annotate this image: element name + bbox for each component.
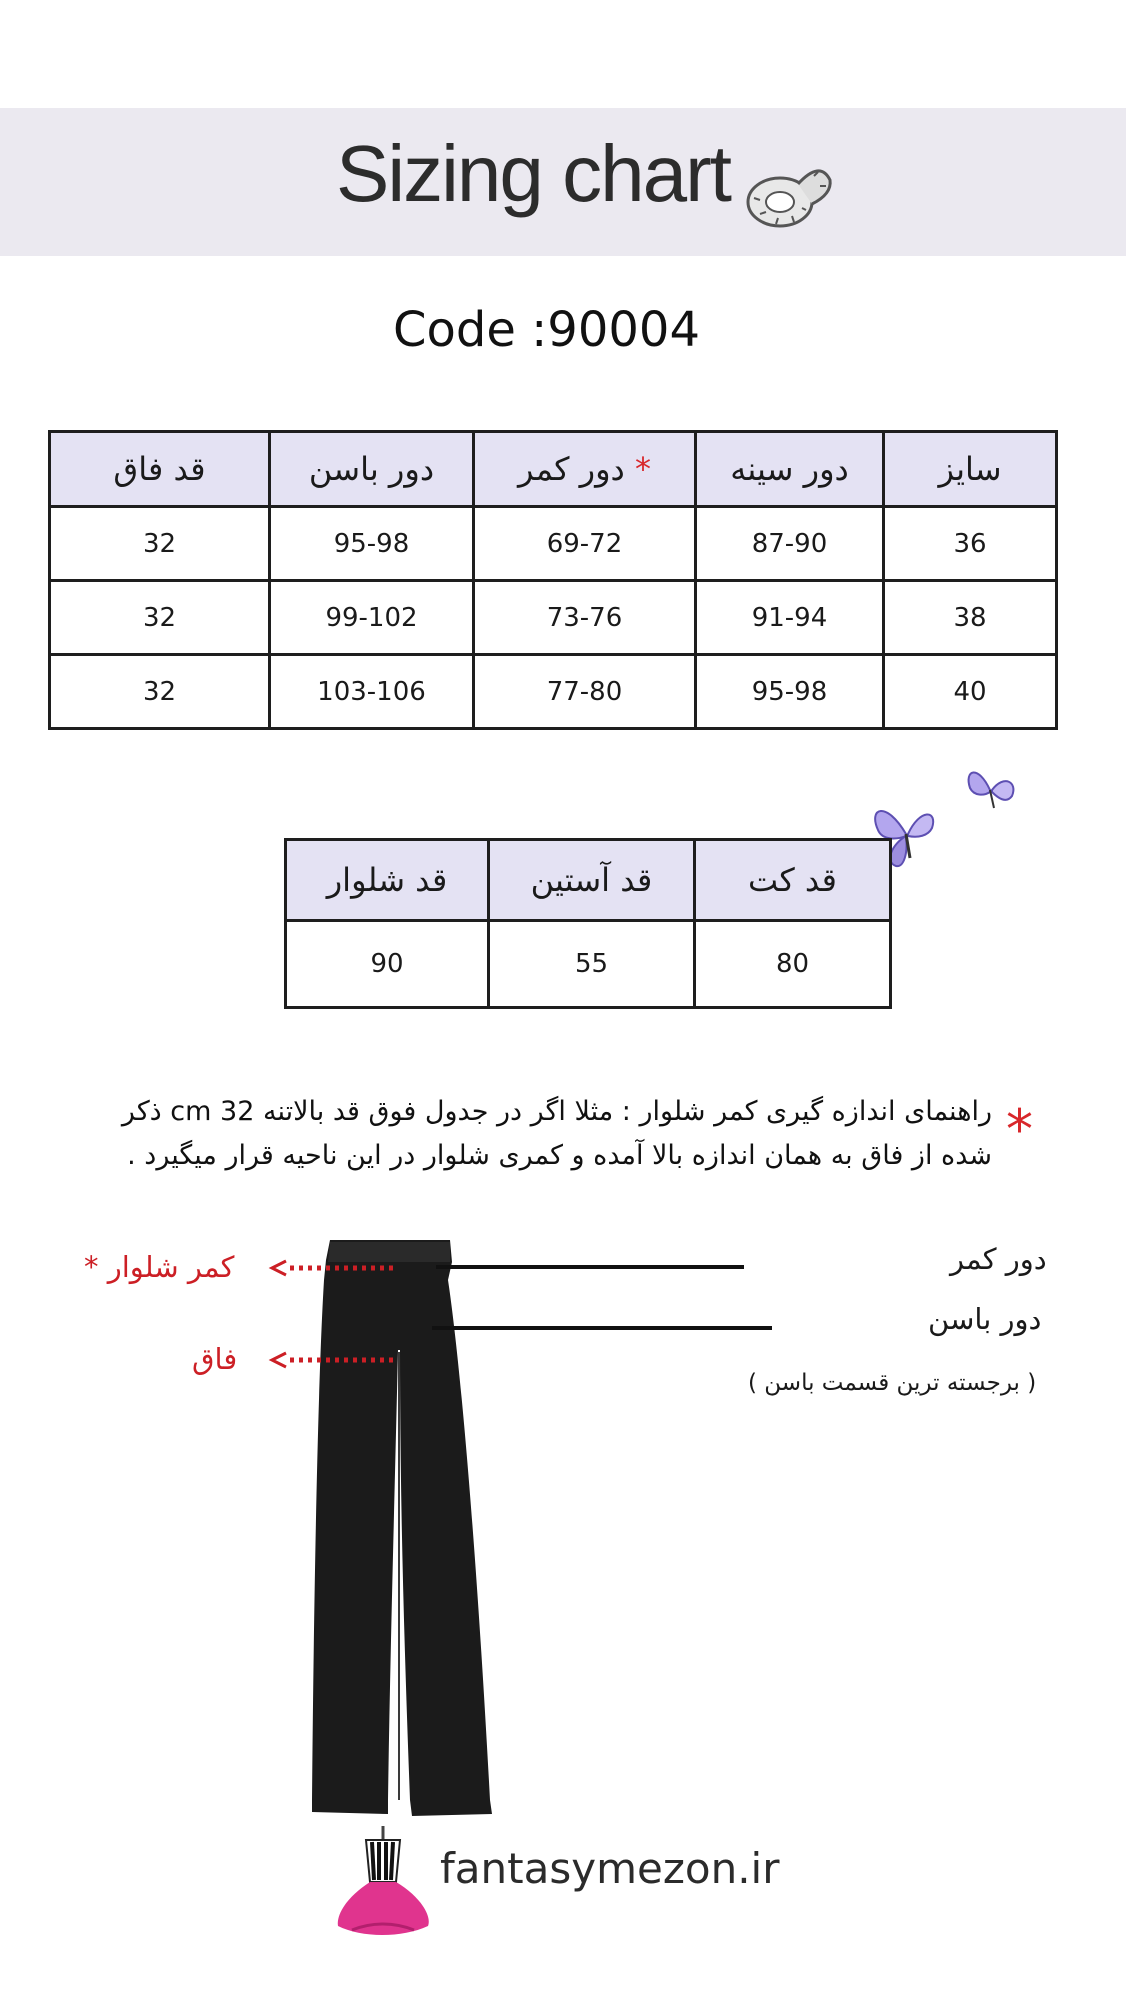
page-title: Sizing chart	[336, 129, 730, 218]
cell-size: 40	[884, 655, 1057, 729]
size-table	[48, 430, 1058, 730]
dress-logo-icon	[332, 1826, 434, 1942]
waist-star-marker: *	[634, 450, 651, 488]
cell-chest: 91-94	[696, 581, 884, 655]
measurement-note	[92, 1090, 992, 1178]
header-waist	[474, 432, 696, 507]
cell-jacket-length: 80	[695, 921, 891, 1008]
header-inseam: قد فاق	[50, 432, 270, 507]
cell-size: 38	[884, 581, 1057, 655]
table-row	[50, 655, 1057, 729]
measuring-tape-icon	[740, 150, 836, 234]
header-pants-length: قد شلوار	[286, 840, 489, 921]
pants-waist-label: * کمر شلوار	[84, 1250, 235, 1284]
size-table-header-row	[50, 432, 1057, 507]
waist-pointer-line	[436, 1265, 744, 1269]
waist-arrow-icon	[268, 1258, 402, 1278]
cell-inseam: 32	[50, 507, 270, 581]
waist-label: دور کمر	[950, 1242, 1047, 1276]
hip-label: دور باسن	[928, 1302, 1042, 1336]
table-row	[50, 507, 1057, 581]
length-table-header-row	[286, 840, 891, 921]
cell-hip: 103-106	[270, 655, 474, 729]
cell-waist: 69-72	[474, 507, 696, 581]
length-table	[284, 838, 892, 1009]
cell-inseam: 32	[50, 581, 270, 655]
header-jacket-length: قد کت	[695, 840, 891, 921]
cell-inseam: 32	[50, 655, 270, 729]
hip-pointer-line	[432, 1326, 772, 1330]
header-sleeve-length: قد آستین	[489, 840, 695, 921]
cell-chest: 87-90	[696, 507, 884, 581]
cell-pants-length: 90	[286, 921, 489, 1008]
cell-hip: 95-98	[270, 507, 474, 581]
cell-hip: 99-102	[270, 581, 474, 655]
cell-waist: 73-76	[474, 581, 696, 655]
cell-waist: 77-80	[474, 655, 696, 729]
rise-arrow-icon	[268, 1350, 402, 1370]
waist-header-label: دور کمر	[518, 450, 625, 488]
cell-sleeve-length: 55	[489, 921, 695, 1008]
header-size: سایز	[884, 432, 1057, 507]
table-row	[50, 581, 1057, 655]
product-code: Code :90004	[392, 302, 700, 358]
rise-label: فاق	[192, 1342, 238, 1376]
header-hip: دور باسن	[270, 432, 474, 507]
cell-size: 36	[884, 507, 1057, 581]
table-row	[286, 921, 891, 1008]
brand-name: fantasymezon.ir	[440, 1844, 780, 1893]
note-line-1: راهنمای اندازه گیری کمر شلوار : مثلا اگر در جدول فوق قد بالاتنه 32 cm ذکر	[121, 1096, 992, 1127]
note-star-marker: *	[1006, 1098, 1033, 1161]
cell-chest: 95-98	[696, 655, 884, 729]
butterfly-icon	[960, 760, 1022, 822]
hip-note: ( برجسته ترین قسمت باسن )	[748, 1370, 1037, 1396]
header-chest: دور سینه	[696, 432, 884, 507]
note-line-2: شده از فاق به همان اندازه بالا آمده و کمری شلوار در این ناحیه قرار میگیرد .	[127, 1140, 992, 1171]
